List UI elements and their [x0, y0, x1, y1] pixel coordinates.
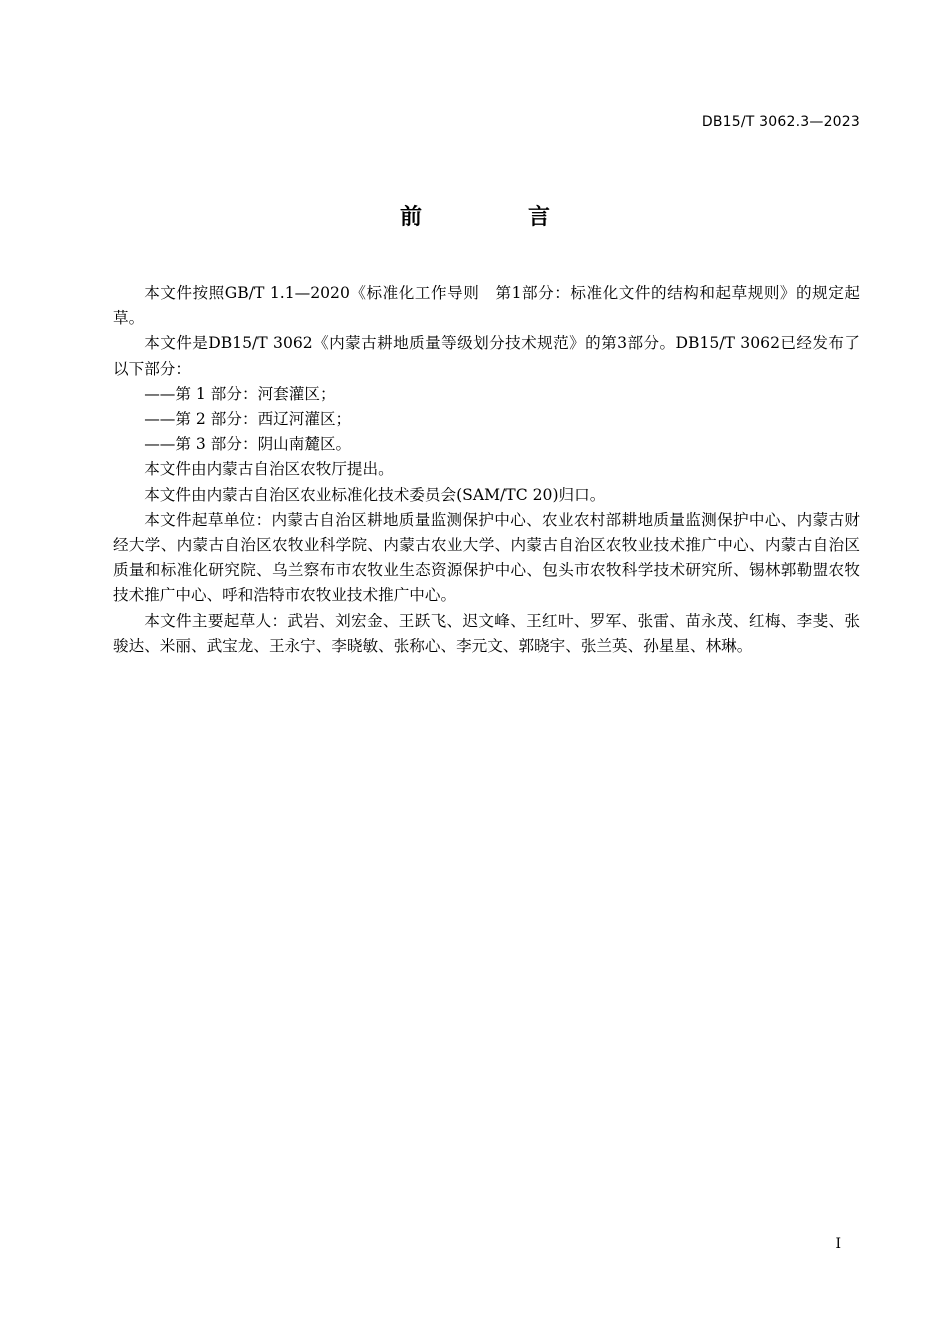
list-item-part-2: ——第 2 部分：西辽河灌区； — [144, 410, 352, 429]
document-code: DB15/T 3062.3—2023 — [701, 114, 860, 130]
page-title: 前 言 — [399, 205, 592, 230]
paragraph-drafting-rules: 本文件按照GB/T 1.1—2020《标准化工作导则 第1部分：标准化文件的结构和起草规则》的规定起草。 — [113, 284, 860, 328]
paragraph-series-parts: 本文件是DB15/T 3062《内蒙古耕地质量等级划分技术规范》的第3部分。DB15/T 3062已经发布了以下部分： — [113, 334, 860, 378]
paragraph-proposer: 本文件由内蒙古自治区农牧厅提出。 — [144, 460, 394, 479]
list-item-part-1: ——第 1 部分：河套灌区； — [144, 384, 336, 403]
foreword-body — [113, 281, 860, 659]
paragraph-committee: 本文件由内蒙古自治区农业标准化技术委员会(SAM/TC 20)归口。 — [144, 485, 606, 504]
paragraph-drafters: 本文件主要起草人：武岩、刘宏金、王跃飞、迟文峰、王红叶、罗军、张雷、苗永茂、红梅、李斐、张骏达、米丽、武宝龙、王永宁、李晓敏、张称心、李元文、郭晓宇、张兰英、孙星星、林琳。 — [113, 611, 860, 655]
list-item-part-3: ——第 3 部分：阴山南麓区。 — [144, 435, 352, 454]
paragraph-drafting-units: 本文件起草单位：内蒙古自治区耕地质量监测保护中心、农业农村部耕地质量监测保护中心、内蒙古财经大学、内蒙古自治区农牧业科学院、内蒙古农业大学、内蒙古自治区农牧业技术推广中心、内蒙古自治区质量和标准化研究院、乌兰察布市农牧业生态资源保护中心、包头市农牧科学技术研究所、锡林郭勒盟农牧技术推广中心、呼和浩特市农牧业技术推广中心。 — [113, 510, 860, 605]
page-number: I — [835, 1236, 841, 1252]
